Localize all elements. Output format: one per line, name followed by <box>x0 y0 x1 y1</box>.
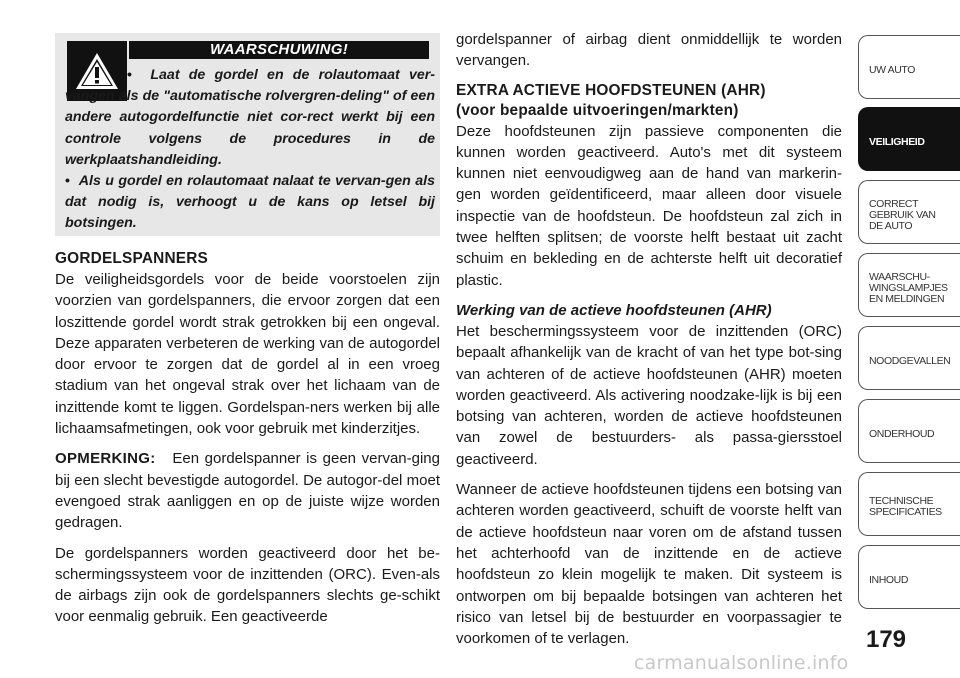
warning-title: WAARSCHUWING! <box>129 41 429 59</box>
section-subheading-ahr: (voor bepaalde uitvoeringen/markten) <box>456 101 739 119</box>
warning-bullet-2: Als u gordel en rolautomaat nalaat te vervan-gen als dat nodig is, verhoogt u de kans op letsel bij botsingen. <box>65 173 435 232</box>
paragraph-ahr-intro: Deze hoofdsteunen zijn passieve componenten die kunnen worden geactiveerd. Auto's met dit systeem kunnen niet eenvoudigweg aan de hand van markerin-gen worden geïdentificeerd, maar alleen door visuele inspectie van de hoofdsteun. De hoofdsteun zal zich in twee helften splitsen; de voorste helft bestaat uit zacht schuim en bekleding en de achterste helft uit decoratief plastic. <box>456 122 842 289</box>
left-column <box>55 33 440 628</box>
section-heading-gordelspanners: GORDELSPANNERS <box>55 250 209 267</box>
bullet-icon: • <box>65 173 70 190</box>
tab-correct-gebruik[interactable]: CORRECT GEBRUIK VAN DE AUTO <box>858 180 960 244</box>
paragraph-continued: gordelspanner of airbag dient onmiddellijk te worden vervangen. <box>456 31 842 70</box>
chapter-tabs <box>858 35 960 621</box>
tab-technische-specificaties[interactable]: TECHNISCHE SPECIFICATIES <box>858 472 960 536</box>
tab-inhoud[interactable]: INHOUD <box>858 545 960 609</box>
note-paragraph <box>55 448 440 533</box>
page-number: 179 <box>865 626 907 653</box>
tab-uw-auto[interactable]: UW AUTO <box>858 35 960 99</box>
paragraph-activation: De gordelspanners worden geactiveerd door het be-schermingssysteem voor de inzittenden (ORC). Even-als de airbags zijn ook de gordelspanners slechts ge-schikt voor eenmalig gebruik. Een geactiveerde <box>55 544 440 626</box>
warning-box <box>55 33 440 236</box>
warning-bullet-1: Laat de gordel en de rolautomaat ver-vangen als de "automatische rolvergren-deling" of een andere autogordelfunctie niet cor-rect werkt bij een controle volgens de procedures in de werkplaatshandleiding. <box>65 67 435 168</box>
watermark: carmanualsonline.info <box>634 652 849 674</box>
bullet-icon: • <box>127 67 132 83</box>
paragraph-gordelspanners: De veiligheidsgordels voor de beide voorstoelen zijn voorzien van gordelspanners, die ervoor zorgen dat een loszittende gordel wordt strak getrokken bij een ongeval. Deze apparaten verbeteren de werking van de autogordel door ervoor te zorgen dat de gordel al in een vroeg stadium van het ongeval strak over het lichaam van de inzittende komt te liggen. Gordelspan-ners werken bij alle lichaamsafmetingen, ook voor gebruik met kinderzitjes. <box>55 271 440 438</box>
tab-waarschuwingslampjes[interactable]: WAARSCHU- WINGSLAMPJES EN MELDINGEN <box>858 253 960 317</box>
section-heading-ahr: EXTRA ACTIEVE HOOFDSTEUNEN (AHR) <box>456 81 766 99</box>
tab-onderhoud[interactable]: ONDERHOUD <box>858 399 960 463</box>
note-text: Een gordelspanner is geen vervan-ging bij een slecht bevestigde autogordel. De autogor-del moet evengoed strak aanliggen en op de juiste wijze worden gedragen. <box>55 450 440 532</box>
italic-subheading-werking: Werking van de actieve hoofdsteunen (AHR) <box>456 301 772 319</box>
warning-text <box>65 65 435 235</box>
note-label: OPMERKING: <box>55 450 156 468</box>
right-column <box>456 29 842 649</box>
paragraph-ahr-activation: Wanneer de actieve hoofdsteunen tijdens een botsing van achteren worden geactiveerd, schuift de voorste helft van de actieve hoofdsteun naar voren om de afstand tussen het achterhoofd van de inzittende en de actieve hoofdsteun zo klein mogelijk te maken. Dit systeem is ontworpen om bij bepaalde botsingen van achteren het risico van letsel bij de bestuurder en voorpassagier te voorkomen of te verlagen. <box>456 481 842 648</box>
tab-veiligheid[interactable]: VEILIGHEID <box>858 107 960 171</box>
tab-noodgevallen[interactable]: NOODGEVALLEN <box>858 326 960 390</box>
paragraph-ahr-orc: Het beschermingssysteem voor de inzittenden (ORC) bepaalt afhankelijk van de kracht of van het type bot-sing van achteren of de actieve hoofdsteunen (AHR) moeten worden geactiveerd. Als activering noodzake-lijk is bij een botsing van achteren, worden de actieve hoofdsteunen van zowel de bestuurders- als passa-giersstoel geactiveerd. <box>456 322 842 468</box>
